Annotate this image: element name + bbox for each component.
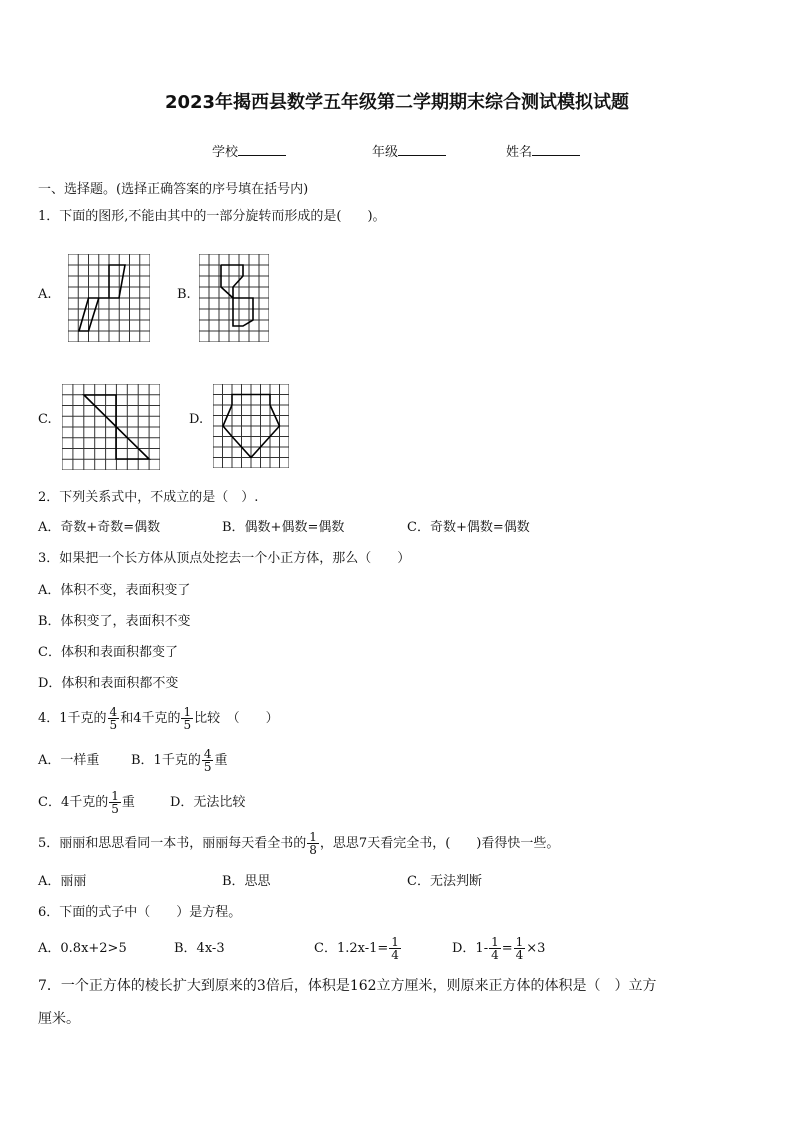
q4-stem-part-2: 和4千克的 bbox=[120, 711, 181, 726]
school-label: 学校 bbox=[212, 145, 239, 160]
grade-field bbox=[372, 142, 446, 161]
name-field bbox=[506, 142, 580, 161]
q1-option-d-figure bbox=[213, 384, 289, 468]
q4-option-d[interactable]: D．无法比较 bbox=[170, 795, 246, 810]
name-label: 姓名 bbox=[506, 145, 533, 160]
q3-option-b[interactable]: B．体积变了，表面积不变 bbox=[38, 614, 191, 629]
q2-option-a[interactable]: A．奇数+奇数=偶数 bbox=[38, 520, 161, 535]
question-5-stem: 5．丽丽和思思看同一本书，丽丽每天看全书的 $\frac{1}{8}$ ，思思7天看完全书，( )看得快一些。 bbox=[38, 830, 560, 857]
q6-option-b[interactable]: B．4x-3 bbox=[174, 941, 225, 956]
grade-label: 年级 bbox=[372, 145, 399, 160]
question-4-stem bbox=[38, 704, 279, 734]
q1-option-d-label: D. bbox=[189, 412, 204, 427]
q6-option-d[interactable]: D．1- $\frac{1}{4}$ = $\frac{1}{4}$ ×3 bbox=[452, 935, 546, 962]
fraction-1-5: $\frac{1}{5}$ bbox=[183, 705, 192, 732]
fraction-1-4: $\frac{1}{4}$ bbox=[491, 935, 499, 962]
q2-option-b[interactable]: B．偶数+偶数=偶数 bbox=[222, 520, 345, 535]
question-1-stem: 1．下面的图形,不能由其中的一部分旋转而形成的是( )。 bbox=[38, 209, 386, 224]
fraction-4-5: $\frac{4}{5}$ bbox=[109, 705, 118, 732]
question-7-line-2: 厘米。 bbox=[38, 1011, 80, 1027]
q4-stem-part-1: 4．1千克的 bbox=[38, 711, 107, 726]
q4-option-c[interactable]: C．4千克的 $\frac{1}{5}$ 重 bbox=[38, 789, 135, 816]
question-7-line-1: 7．一个正方体的棱长扩大到原来的3倍后，体积是162立方厘米，则原来正方体的体积是（ ）立方 bbox=[38, 978, 657, 994]
q6-option-a[interactable]: A．0.8x+2>5 bbox=[38, 941, 127, 956]
fraction-1-4: $\frac{1}{4}$ bbox=[515, 935, 524, 962]
q3-option-d[interactable]: D．体积和表面积都不变 bbox=[38, 676, 179, 691]
q4-option-a[interactable]: A．一样重 bbox=[38, 753, 100, 768]
q6-option-c[interactable]: C．1.2x-1= $\frac{1}{4}$ bbox=[314, 935, 399, 962]
q3-option-c[interactable]: C．体积和表面积都变了 bbox=[38, 645, 178, 660]
q2-option-c[interactable]: C．奇数+偶数=偶数 bbox=[407, 520, 530, 535]
question-6-stem: 6．下面的式子中（ ）是方程。 bbox=[38, 905, 242, 920]
q4-stem-part-3: 比较 （ ） bbox=[194, 711, 279, 726]
q1-option-a-figure bbox=[68, 254, 150, 342]
q1-option-c-figure bbox=[62, 384, 160, 470]
school-blank[interactable] bbox=[238, 142, 286, 156]
q4-option-b[interactable]: B．1千克的 $\frac{4}{5}$ 重 bbox=[131, 747, 228, 774]
q5-option-c[interactable]: C．无法判断 bbox=[407, 874, 482, 889]
fraction-1-4: $\frac{1}{4}$ bbox=[391, 935, 399, 962]
page-title: 2023年揭西县数学五年级第二学期期末综合测试模拟试题 bbox=[164, 92, 630, 113]
section-heading: 一、选择题。(选择正确答案的序号填在括号内) bbox=[38, 182, 309, 197]
q1-option-c-label: C. bbox=[38, 412, 52, 427]
grade-blank[interactable] bbox=[398, 142, 446, 156]
q5-option-b[interactable]: B．思思 bbox=[222, 874, 271, 889]
fraction-4-5: $\frac{4}{5}$ bbox=[203, 747, 212, 774]
fraction-1-8: $\frac{1}{8}$ bbox=[309, 830, 317, 857]
fraction-1-5: $\frac{1}{5}$ bbox=[111, 789, 119, 816]
question-2-stem: 2．下列关系式中，不成立的是（ ）. bbox=[38, 490, 259, 505]
q1-option-b-figure bbox=[199, 254, 269, 342]
school-field bbox=[212, 142, 286, 161]
q1-option-a-label: A. bbox=[38, 287, 52, 302]
q3-option-a[interactable]: A．体积不变，表面积变了 bbox=[38, 583, 191, 598]
q1-option-b-label: B. bbox=[177, 287, 191, 302]
name-blank[interactable] bbox=[532, 142, 580, 156]
q5-option-a[interactable]: A．丽丽 bbox=[38, 874, 87, 889]
question-3-stem: 3．如果把一个长方体从顶点处挖去一个小正方体，那么（ ） bbox=[38, 551, 411, 566]
